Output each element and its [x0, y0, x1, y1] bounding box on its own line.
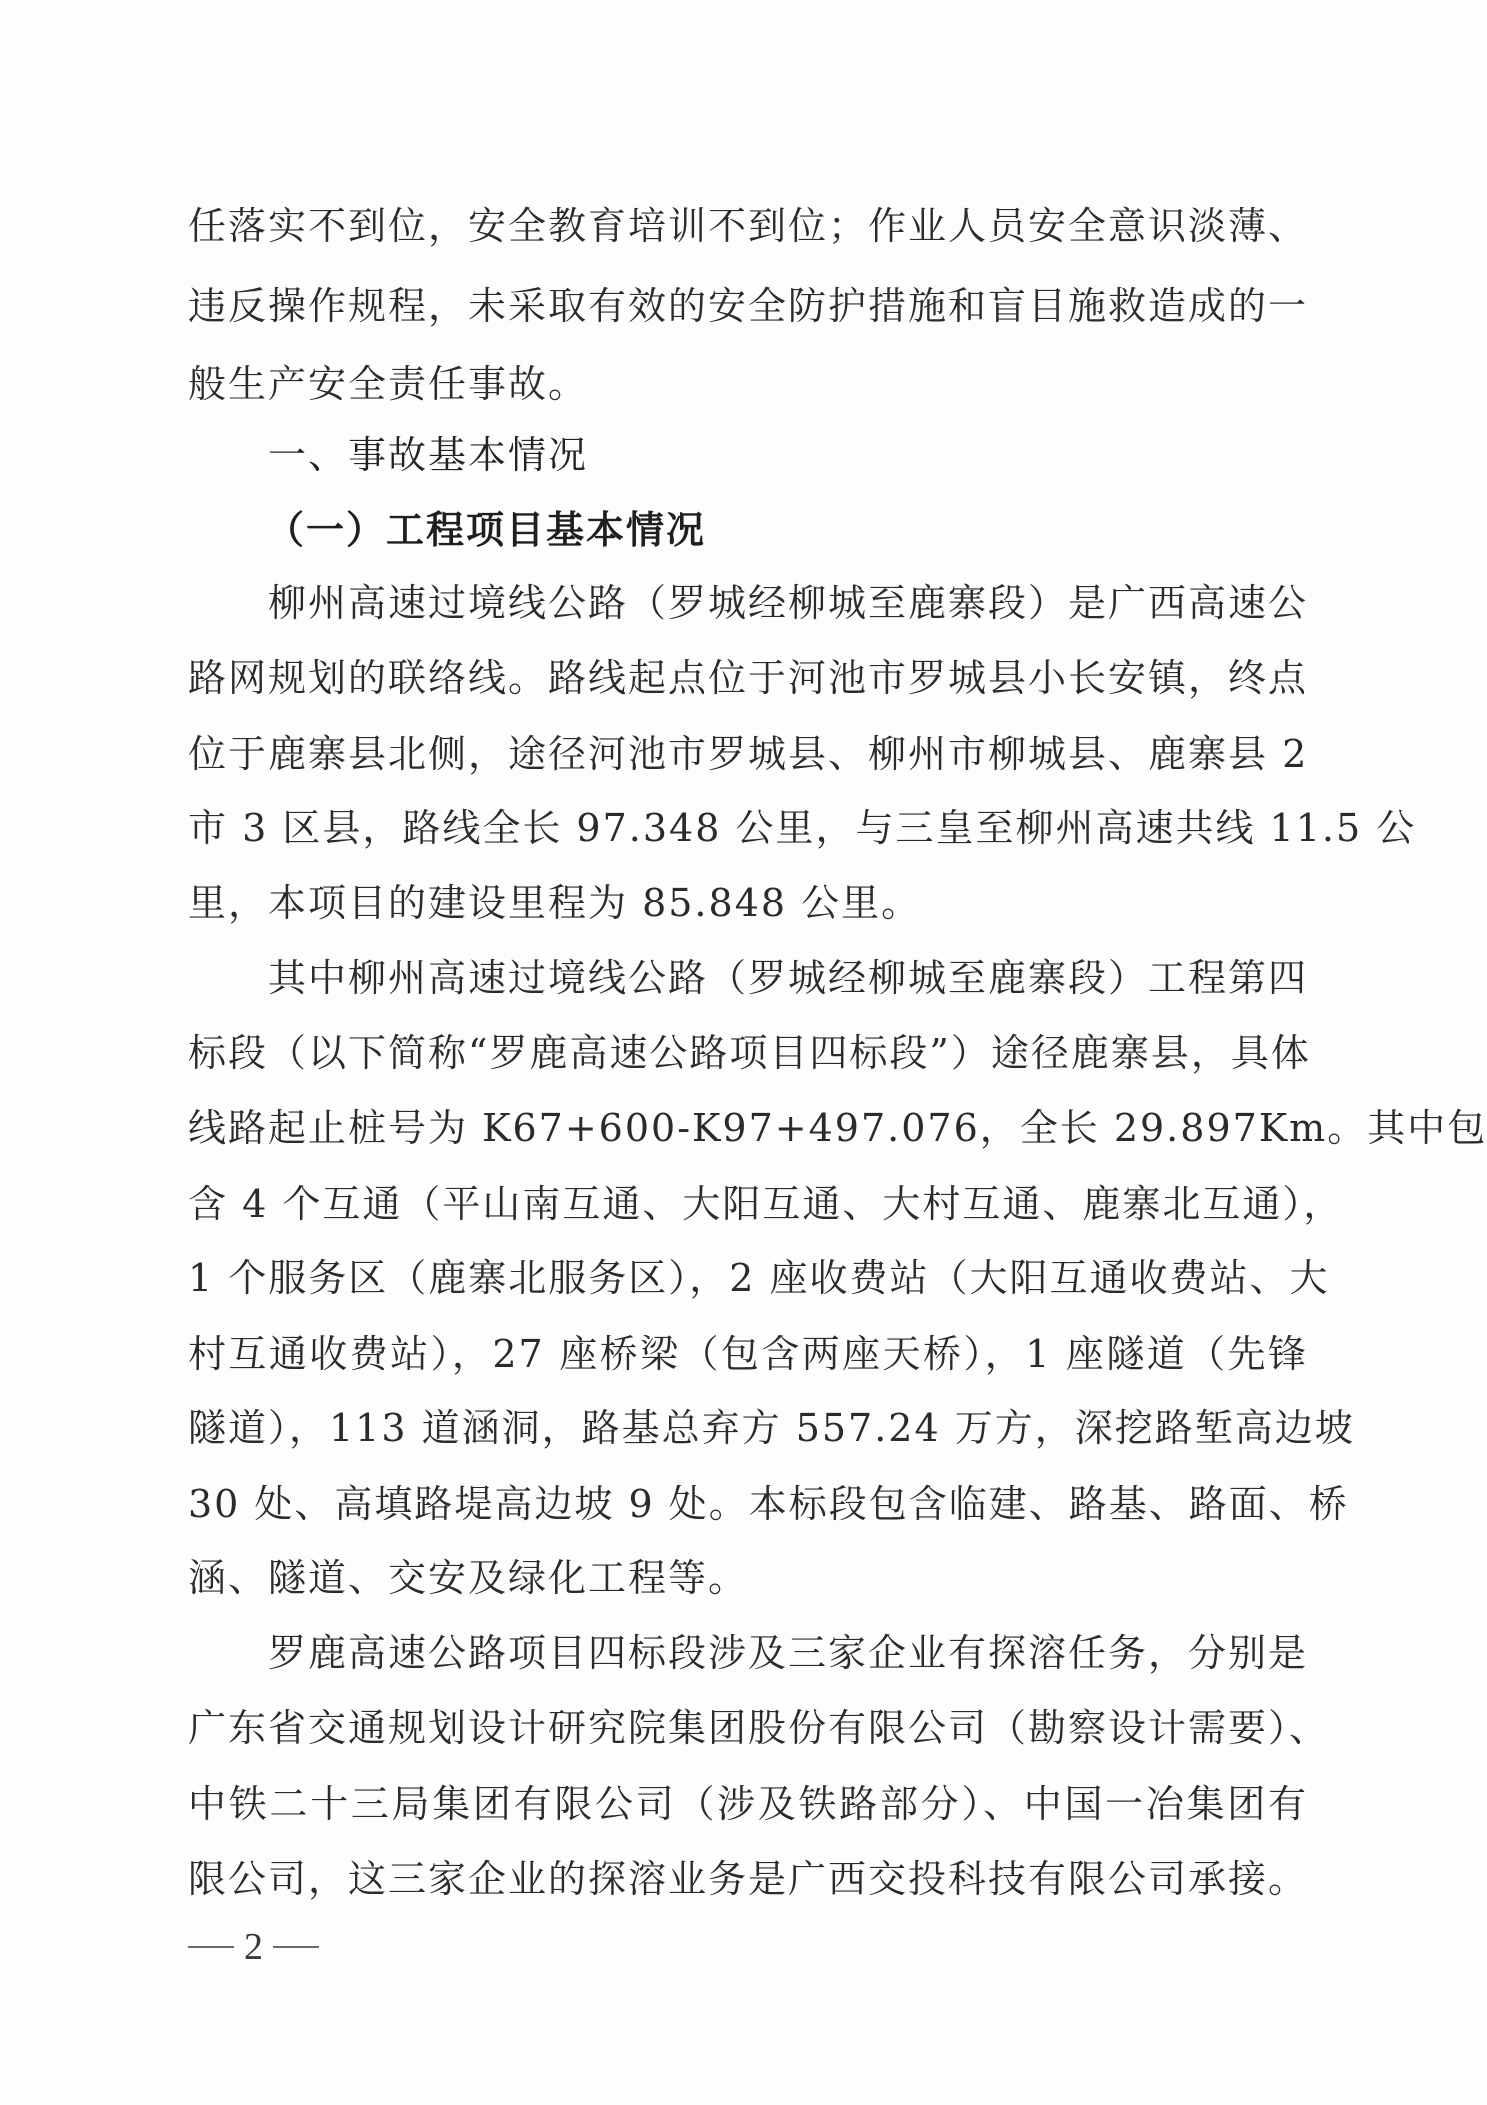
paragraph-line: 限公司，这三家企业的探溶业务是广西交投科技有限公司承接。 — [188, 1857, 1309, 1901]
paragraph-line: 30 处、高填路堤高边坡 9 处。本标段包含临建、路基、路面、桥 — [188, 1482, 1349, 1526]
paragraph-line: 中铁二十三局集团有限公司（涉及铁路部分）、中国一冶集团有 — [188, 1782, 1308, 1826]
paragraph-line: 柳州高速过境线公路（罗城经柳城至鹿寨段）是广西高速公 — [268, 581, 1309, 625]
paragraph-line: 线路起止桩号为 K67+600-K97+497.076，全长 29.897Km。其中包 — [188, 1106, 1487, 1150]
paragraph-line: 位于鹿寨县北侧，途径河池市罗城县、柳州市柳城县、鹿寨县 2 — [188, 732, 1309, 776]
paragraph-line: 违反操作规程，未采取有效的安全防护措施和盲目施救造成的一 — [188, 284, 1309, 328]
paragraph-line: 罗鹿高速公路项目四标段涉及三家企业有探溶任务，分别是 — [268, 1631, 1309, 1675]
paragraph-line: 涵、隧道、交安及绿化工程等。 — [188, 1556, 749, 1600]
footer-dash-right — [273, 1946, 319, 1948]
paragraph-line: 其中柳州高速过境线公路（罗城经柳城至鹿寨段）工程第四 — [268, 956, 1309, 1000]
paragraph-line: 含 4 个互通（平山南互通、大阳互通、大村互通、鹿寨北互通）， — [188, 1182, 1344, 1226]
paragraph-line: 市 3 区县，路线全长 97.348 公里，与三皇至柳州高速共线 11.5 公 — [188, 806, 1417, 850]
paragraph-line: 标段（以下简称“罗鹿高速公路项目四标段”）途径鹿寨县，具体 — [188, 1031, 1311, 1075]
page-number: 2 — [244, 1926, 263, 1968]
paragraph-line: 任落实不到位，安全教育培训不到位；作业人员安全意识淡薄、 — [188, 204, 1309, 248]
paragraph-line: 隧道），113 道涵洞，路基总弃方 557.24 万方，深挖路堑高边坡 — [188, 1406, 1355, 1450]
paragraph-line: 路网规划的联络线。路线起点位于河池市罗城县小长安镇，终点 — [188, 656, 1309, 700]
footer-dash-left — [188, 1946, 234, 1948]
paragraph-line: 般生产安全责任事故。 — [188, 362, 589, 406]
paragraph-line: 广东省交通规划设计研究院集团股份有限公司（勘察设计需要）、 — [188, 1706, 1330, 1750]
section-heading: 一、事故基本情况 — [268, 433, 589, 477]
paragraph-line: 1 个服务区（鹿寨北服务区），2 座收费站（大阳互通收费站、大 — [188, 1256, 1330, 1300]
paragraph-line: 里，本项目的建设里程为 85.848 公里。 — [188, 881, 922, 925]
subsection-heading: （一）工程项目基本情况 — [266, 508, 707, 552]
paragraph-line: 村互通收费站），27 座桥梁（包含两座天桥），1 座隧道（先锋 — [188, 1332, 1308, 1376]
page-footer — [188, 1922, 319, 1972]
